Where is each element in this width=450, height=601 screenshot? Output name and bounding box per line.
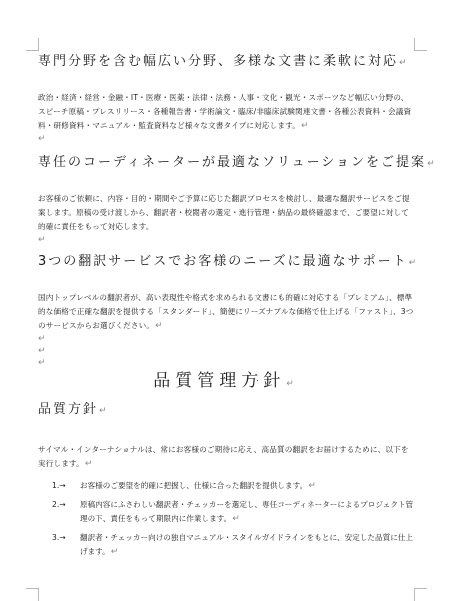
quality-policy-list bbox=[38, 479, 414, 559]
section-body-services: 国内トップレベルの翻訳者が、高い表現性や格式を求められる文書にも的確に対応する「プレミアム」、標準的な価格で正確な翻訳を提供する「スタンダード」、簡便にリーズナブルな価格で仕上げる「ファスト」、3つのサービスからお選びください。↵ bbox=[38, 293, 414, 331]
list-item: 2.→ 原稿内容にふさわしい翻訳者・チェッカーを選定し、専任コーディネーターによるプロジェクト管理の下、責任をもって期限内に作業します。↵ bbox=[52, 500, 414, 524]
section-body-coordinator: お客様のご依頼に、内容・目的・期間やご予算に応じた翻訳プロセスを検討し、最適な翻訳サービスをご提案します。原稿の受け渡しから、翻訳者・校閲者の選定・進行管理・納品の最終確認まで、ご要望に対して的確に責任をもって対応します。 bbox=[38, 194, 410, 231]
list-item: 3.→ 翻訳者・チェッカー向けの独自マニュアル・スタイルガイドラインをもとに、安定した品質に仕上げます。↵ bbox=[52, 533, 413, 557]
crop-mark-bottom-right bbox=[414, 588, 427, 601]
section-heading-services: 3つの翻訳サービスでお客様のニーズに最適なサポート↵ bbox=[38, 254, 419, 269]
section-body-fields: 政治・経済・経営・金融・IT・医療・医薬・法律・法務・人事・文化・観光・スポーツなど幅広い分野の、スピーチ原稿・プレスリリース・各種報告書・学術論文・臨床/非臨床試験関連文書・各種公表資料・会議資料・研修資料・マニュアル・監査資料など様々な文書タイプに対応します。↵ bbox=[38, 93, 412, 131]
quality-intro: サイマル・インターナショナルは、常にお客様のご期待に応え、高品質の翻訳をお届けするために、以下を実行します。↵ bbox=[38, 445, 409, 469]
document-content[interactable] bbox=[38, 52, 437, 564]
paragraph-mark: ↵ bbox=[38, 235, 46, 245]
section-heading-coordinator: 専任のコーディネーターが最適なソリューションをご提案↵ bbox=[38, 155, 437, 170]
crop-mark-bottom-left bbox=[26, 588, 39, 601]
quality-main-title: 品質管理方針↵ bbox=[153, 371, 299, 391]
paragraph-mark: ↵ bbox=[38, 358, 46, 368]
crop-mark-top-left bbox=[26, 38, 39, 51]
crop-mark-top-right bbox=[414, 38, 427, 51]
paragraph-mark: ↵ bbox=[38, 334, 46, 344]
section-heading-fields: 専門分野を含む幅広い分野、多様な文書に柔軟に対応↵ bbox=[38, 54, 409, 69]
list-item: 1.→ お客様のご要望を的確に把握し、仕様に合った翻訳を提供します。↵ bbox=[52, 481, 316, 491]
paragraph-mark: ↵ bbox=[38, 134, 46, 144]
quality-subtitle: 品質方針↵ bbox=[38, 402, 109, 417]
paragraph-mark: ↵ bbox=[38, 346, 46, 356]
